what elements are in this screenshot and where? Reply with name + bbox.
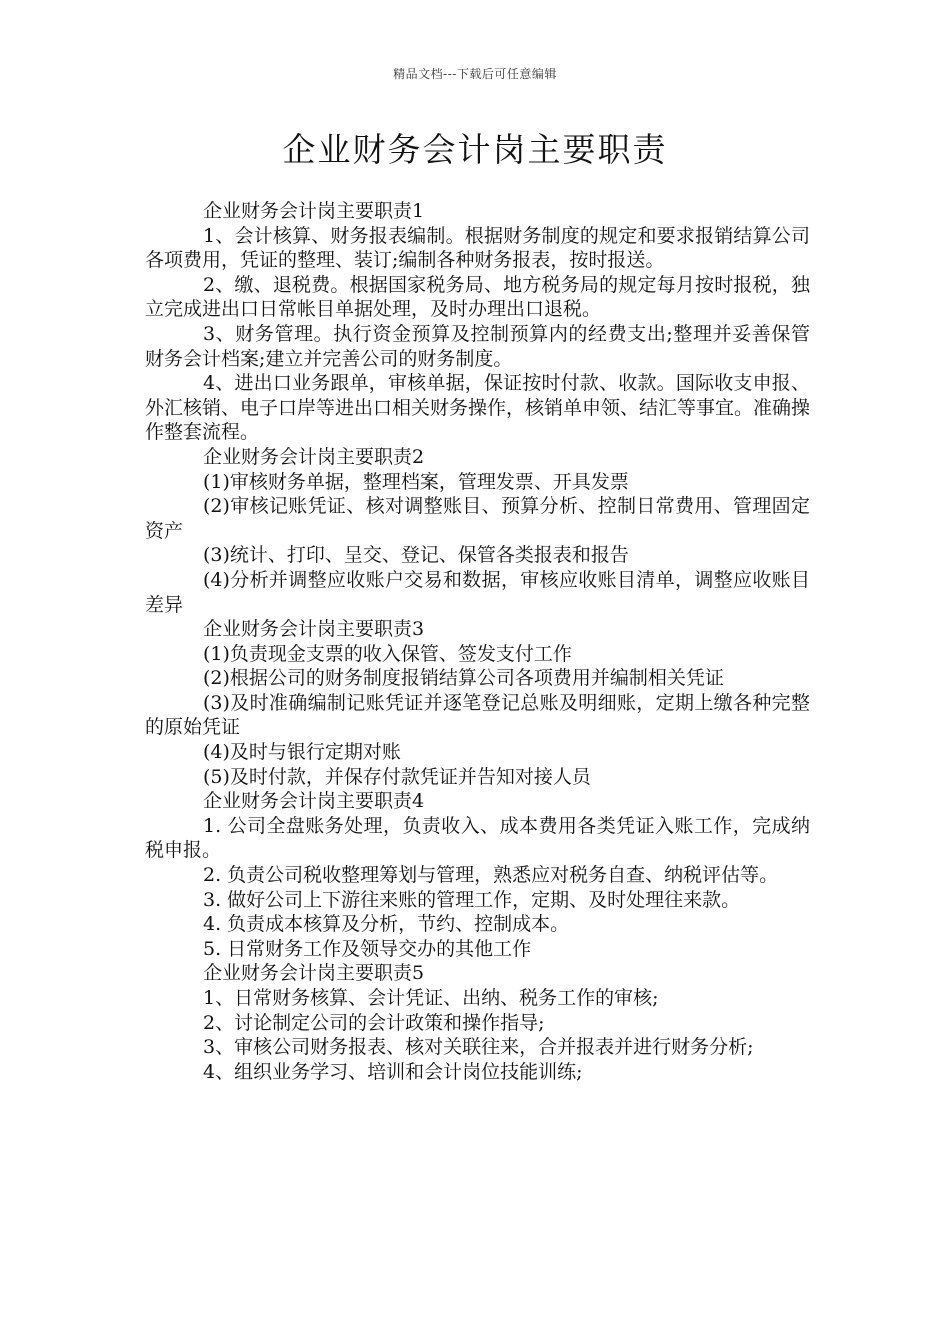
body-paragraph: 3、审核公司财务报表、核对关联往来，合并报表并进行财务分析; <box>203 1036 754 1059</box>
section-heading: 企业财务会计岗主要职责4 <box>203 790 425 813</box>
section-heading: 企业财务会计岗主要职责5 <box>203 962 425 985</box>
body-paragraph: 2、讨论制定公司的会计政策和操作指导; <box>203 1011 545 1034</box>
section-heading: 企业财务会计岗主要职责2 <box>203 445 425 468</box>
header-note: 精品文档---下载后可任意编辑 <box>393 67 557 81</box>
section-heading: 企业财务会计岗主要职责3 <box>203 618 425 641</box>
body-paragraph: 2. 负责公司税收整理筹划与管理，熟悉应对税务自查、纳税评估等。 <box>203 864 779 887</box>
body-paragraph: 2、缴、退税费。根据国家税务局、地方税务局的规定每月按时报税，独立完成进出口日常帐目单据处理，及时办理出口退税。 <box>145 273 810 321</box>
body-paragraph: (4)及时与银行定期对账 <box>203 741 401 764</box>
body-paragraph: (4)分析并调整应收账户交易和数据，审核应收账目清单，调整应收账目差异 <box>145 568 810 616</box>
body-paragraph: (3)及时准确编制记账凭证并逐笔登记总账及明细账，定期上缴各种完整的原始凭证 <box>145 691 810 739</box>
body-paragraph: 4. 负责成本核算及分析，节约、控制成本。 <box>203 913 570 936</box>
body-paragraph: (1)负责现金支票的收入保管、签发支付工作 <box>203 642 572 665</box>
body-paragraph: (2)审核记账凭证、核对调整账目、预算分析、控制日常费用、管理固定资产 <box>145 495 810 542</box>
body-paragraph: 1、会计核算、财务报表编制。根据财务制度的规定和要求报销结算公司各项费用，凭证的整理、装订;编制各种财务报表，按时报送。 <box>145 224 810 272</box>
body-paragraph: 4、进出口业务跟单，审核单据，保证按时付款、收款。国际收支申报、外汇核销、电子口岸等进出口相关财务操作，核销单申领、结汇等事宜。准确操作整套流程。 <box>145 372 811 444</box>
body-paragraph: (2)根据公司的财务制度报销结算公司各项费用并编制相关凭证 <box>203 667 724 690</box>
body-paragraph: (3)统计、打印、呈交、登记、保管各类报表和报告 <box>203 544 629 567</box>
document-title: 企业财务会计岗主要职责 <box>282 130 668 169</box>
body-paragraph: 5. 日常财务工作及领导交办的其他工作 <box>203 937 532 960</box>
body-paragraph: (1)审核财务单据，整理档案，管理发票、开具发票 <box>203 470 629 493</box>
body-paragraph: 3. 做好公司上下游往来账的管理工作，定期、及时处理往来款。 <box>203 888 741 911</box>
body-paragraph: 1、日常财务核算、会计凭证、出纳、税务工作的审核; <box>203 987 659 1009</box>
body-paragraph: 3、财务管理。执行资金预算及控制预算内的经费支出;整理并妥善保管财务会计档案;建立并完善公司的财务制度。 <box>145 322 810 370</box>
document-body <box>145 199 810 1084</box>
section-heading: 企业财务会计岗主要职责1 <box>203 200 425 222</box>
body-paragraph: (5)及时付款，并保存付款凭证并告知对接人员 <box>203 765 591 788</box>
body-paragraph: 1. 公司全盘账务处理，负责收入、成本费用各类凭证入账工作，完成纳税申报。 <box>145 814 810 862</box>
body-paragraph: 4、组织业务学习、培训和会计岗位技能训练; <box>203 1060 583 1083</box>
